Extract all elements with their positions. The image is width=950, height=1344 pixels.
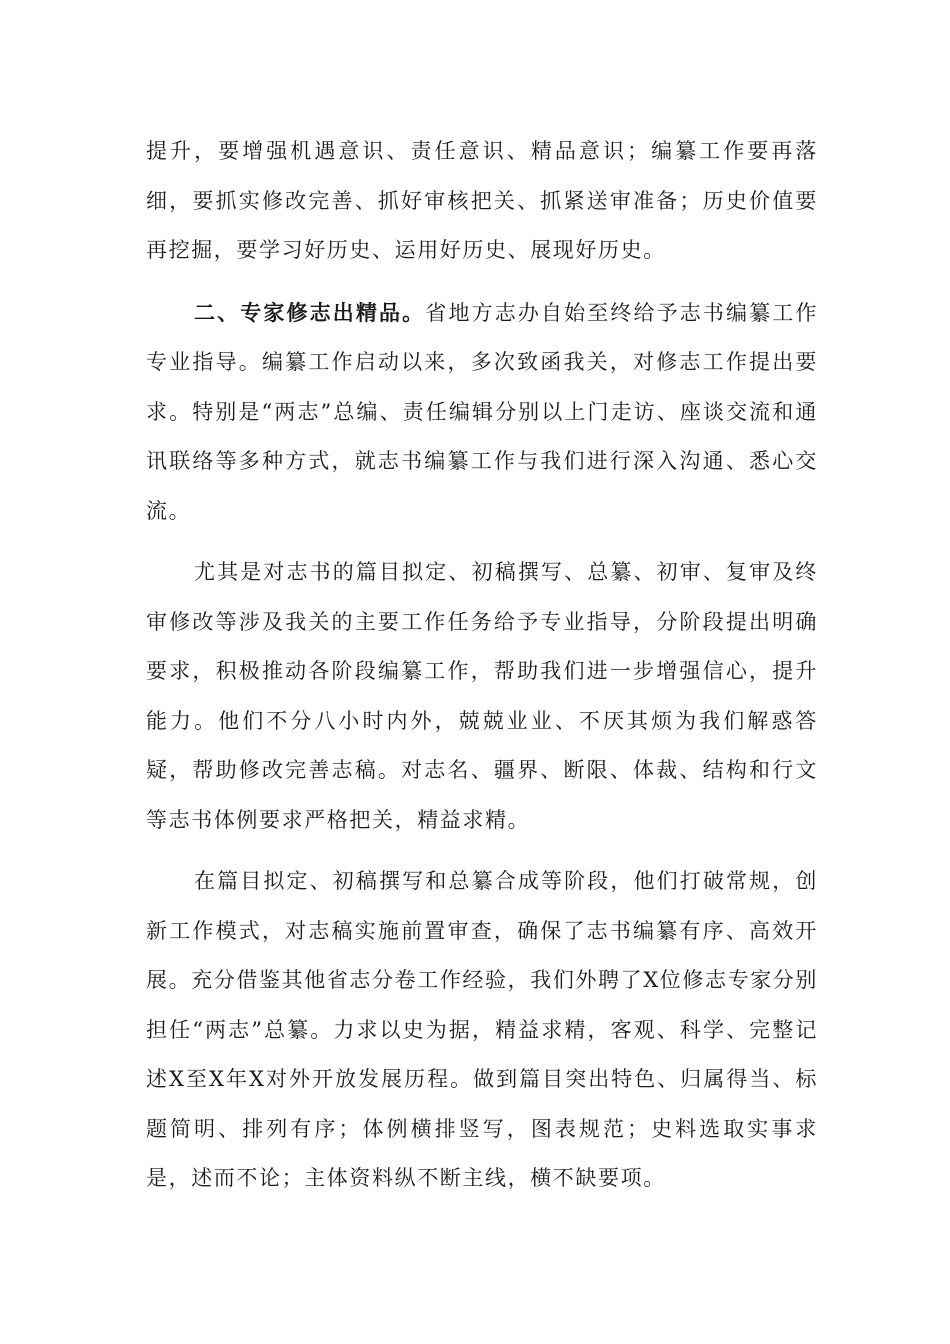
section-heading: 二、专家修志出精品。	[194, 299, 426, 325]
document-body	[146, 127, 818, 1216]
paragraph-4	[146, 857, 818, 1204]
paragraph-3	[146, 548, 818, 845]
paragraph-text: 省地方志办自始至终给予志书编纂工作专业指导。编纂工作启动以来，多次致函我关，对修志工作提出要求。特别是“两志”总编、责任编辑分别以上门走访、座谈交流和通讯联络等多种方式，就志书编纂工作与我们进行深入沟通、悉心交流。	[146, 300, 819, 523]
paragraph-text: 在篇目拟定、初稿撰写和总纂合成等阶段，他们打破常规，创新工作模式，对志稿实施前置审查，确保了志书编纂有序、高效开展。充分借鉴其他省志分卷工作经验，我们外聘了X位修志专家分别担任“两志”总纂。力求以史为据，精益求精，客观、科学、完整记述X至X年X对外开放发展历程。做到篇目突出特色、归属得当、标题简明、排列有序；体例横排竖写，图表规范；史料选取实事求是，述而不论；主体资料纵不断主线，横不缺要项。	[146, 869, 818, 1190]
paragraph-text: 提升，要增强机遇意识、责任意识、精品意识；编纂工作要再落细，要抓实修改完善、抓好审核把关、抓紧送审准备；历史价值要再挖掘，要学习好历史、运用好历史、展现好历史。	[146, 139, 818, 262]
paragraph-2	[146, 288, 818, 537]
paragraph-text: 尤其是对志书的篇目拟定、初稿撰写、总纂、初审、复审及终审修改等涉及我关的主要工作任务给予专业指导，分阶段提出明确要求，积极推动各阶段编纂工作，帮助我们进一步增强信心，提升能力。他们不分八小时内外，兢兢业业、不厌其烦为我们解惑答疑，帮助修改完善志稿。对志名、疆界、断限、体裁、结构和行文等志书体例要求严格把关，精益求精。	[146, 560, 818, 832]
paragraph-1	[146, 127, 818, 276]
